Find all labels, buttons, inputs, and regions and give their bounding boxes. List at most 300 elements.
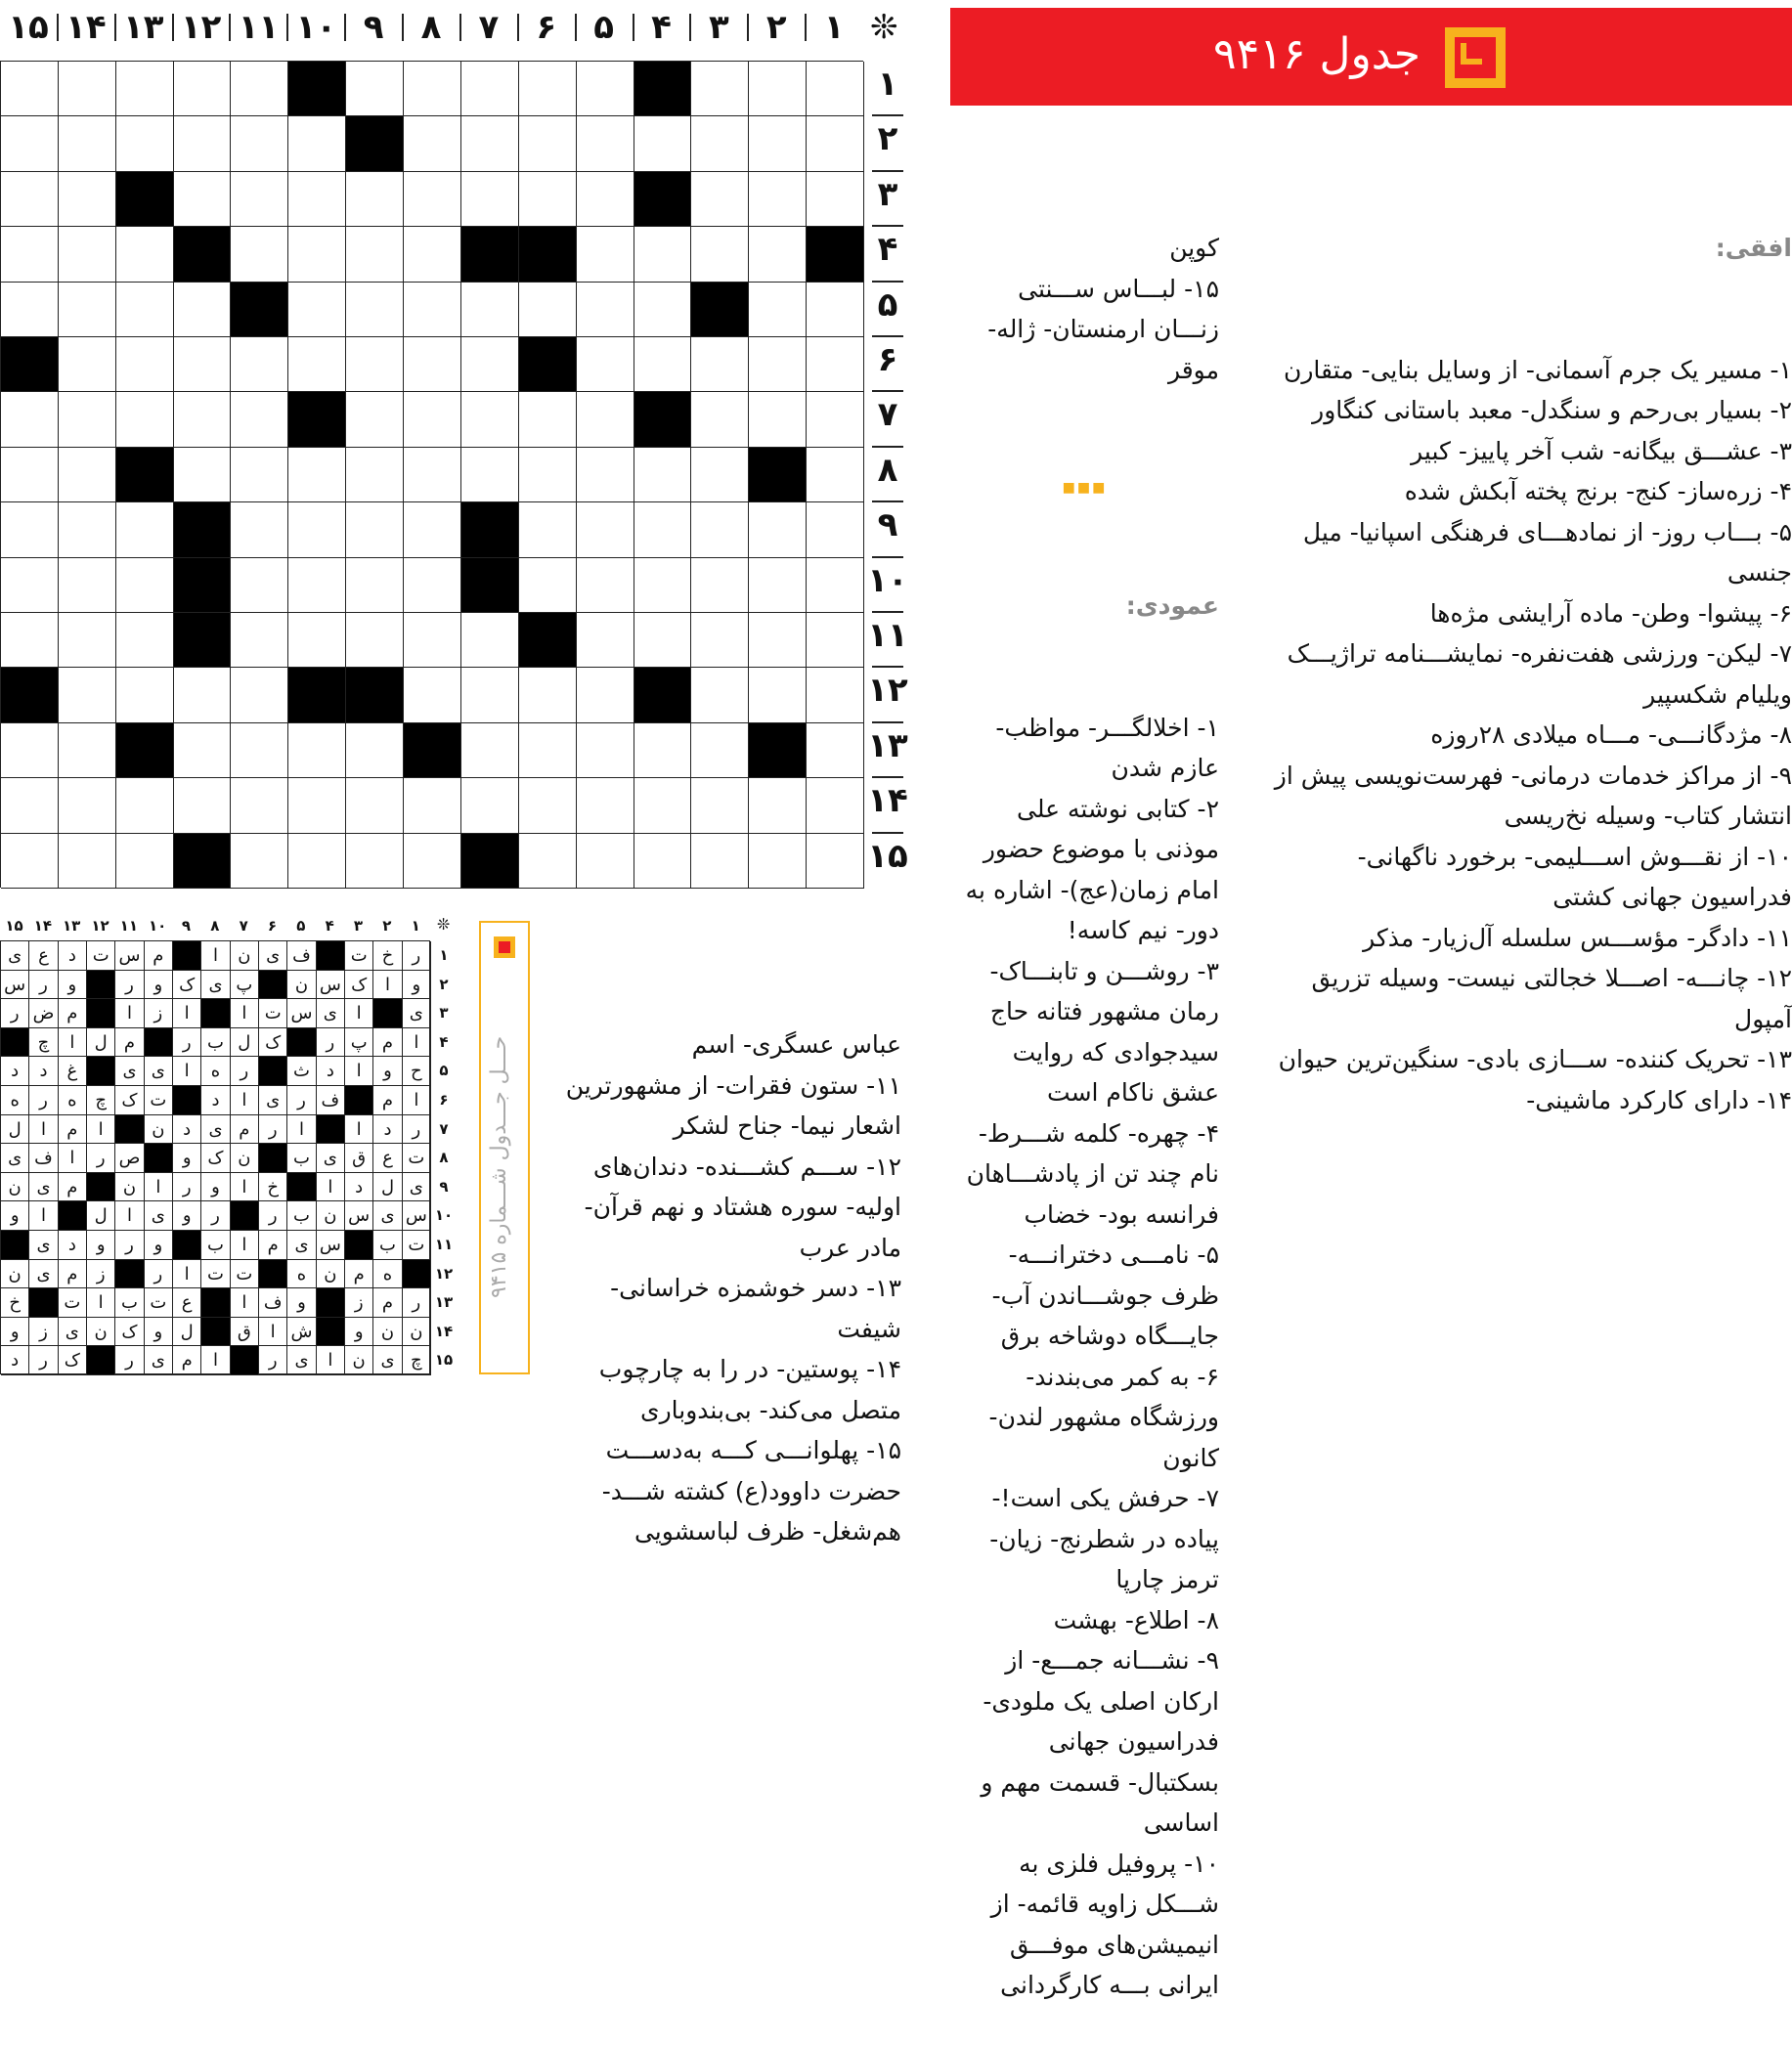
column-number: ۱۴	[66, 8, 107, 47]
grid-cell[interactable]	[346, 502, 404, 557]
grid-cell[interactable]	[634, 283, 692, 337]
grid-cell[interactable]	[288, 778, 346, 833]
black-cell	[519, 613, 577, 668]
solution-cell: ح	[403, 1057, 431, 1086]
row-separator	[872, 721, 903, 723]
solution-black-cell	[259, 1260, 287, 1289]
grid-cell[interactable]	[404, 172, 461, 227]
row-number: ۸	[877, 450, 898, 490]
solution-cell: ا	[201, 1346, 230, 1375]
grid-cell[interactable]	[807, 668, 864, 722]
grid-cell[interactable]	[461, 448, 519, 502]
grid-cell[interactable]	[404, 448, 461, 502]
grid-cell[interactable]	[404, 62, 461, 116]
grid-cell[interactable]	[807, 392, 864, 447]
solution-cell: ا	[287, 1115, 316, 1145]
grid-cell[interactable]	[174, 337, 232, 392]
grid-cell[interactable]	[807, 448, 864, 502]
grid-cell[interactable]	[404, 337, 461, 392]
solution-cell: پ	[345, 1028, 373, 1058]
solution-row-number: ۸	[439, 1149, 449, 1167]
row-separator	[872, 776, 903, 778]
solution-black-cell	[259, 1144, 287, 1173]
column-separator	[633, 14, 634, 41]
grid-cell[interactable]	[116, 558, 174, 613]
solution-cell: د	[201, 1086, 230, 1115]
grid-cell[interactable]	[577, 834, 634, 889]
grid-cell[interactable]	[634, 613, 692, 668]
grid-cell[interactable]	[691, 392, 749, 447]
grid-cell[interactable]	[231, 613, 288, 668]
solution-column-number: ۲	[382, 917, 392, 935]
grid-cell[interactable]	[346, 227, 404, 282]
vertical-heading: عمودی:	[1125, 591, 1219, 620]
grid-cell[interactable]	[807, 613, 864, 668]
solution-cell: ا	[201, 941, 230, 971]
grid-cell[interactable]	[174, 392, 232, 447]
solution-cell: ا	[115, 1201, 144, 1231]
grid-cell[interactable]	[288, 337, 346, 392]
solution-cell: م	[59, 1173, 87, 1202]
puzzle-header	[950, 8, 1792, 106]
grid-cell[interactable]	[807, 172, 864, 227]
grid-cell[interactable]	[577, 613, 634, 668]
grid-cell[interactable]	[231, 392, 288, 447]
solution-cell: ل	[1, 1115, 29, 1145]
grid-cell[interactable]	[346, 613, 404, 668]
grid-cell[interactable]	[691, 227, 749, 282]
grid-cell[interactable]	[807, 337, 864, 392]
grid-cell[interactable]	[346, 283, 404, 337]
column-separator	[517, 14, 519, 41]
column-number: ۹	[363, 8, 384, 47]
grid-cell[interactable]	[519, 558, 577, 613]
grid-cell[interactable]	[577, 392, 634, 447]
solution-cell: س	[317, 971, 345, 1000]
grid-cell[interactable]	[749, 502, 807, 557]
solution-black-cell	[115, 1260, 144, 1289]
grid-cell[interactable]	[59, 502, 116, 557]
grid-cell[interactable]	[749, 62, 807, 116]
grid-cell[interactable]	[461, 392, 519, 447]
grid-cell[interactable]	[519, 778, 577, 833]
grid-cell[interactable]	[59, 116, 116, 171]
grid-cell[interactable]	[59, 834, 116, 889]
grid-cell[interactable]	[59, 392, 116, 447]
grid-cell[interactable]	[174, 668, 232, 722]
grid-cell[interactable]	[174, 172, 232, 227]
solution-cell: ر	[317, 1028, 345, 1058]
grid-cell[interactable]	[749, 116, 807, 171]
solution-cell: خ	[1, 1288, 29, 1318]
grid-cell[interactable]	[691, 668, 749, 722]
solution-cell: ن	[345, 1346, 373, 1375]
grid-cell[interactable]	[691, 116, 749, 171]
grid-cell[interactable]	[807, 778, 864, 833]
grid-cell[interactable]	[346, 392, 404, 447]
solution-column-number: ۹	[181, 917, 192, 935]
solution-cell: ا	[345, 999, 373, 1028]
solution-cell: ی	[29, 1260, 58, 1289]
grid-cell[interactable]	[461, 778, 519, 833]
solution-cell: ر	[1, 999, 29, 1028]
grid-cell[interactable]	[288, 283, 346, 337]
grid-cell[interactable]	[519, 448, 577, 502]
column-separator	[402, 14, 404, 41]
grid-cell[interactable]	[1, 834, 59, 889]
column-separator	[689, 14, 691, 41]
grid-cell[interactable]	[1, 723, 59, 778]
grid-cell[interactable]	[1, 448, 59, 502]
grid-cell[interactable]	[634, 723, 692, 778]
grid-cell[interactable]	[404, 502, 461, 557]
grid-cell[interactable]	[174, 116, 232, 171]
grid-cell[interactable]	[749, 668, 807, 722]
grid-cell[interactable]	[691, 834, 749, 889]
grid-cell[interactable]	[59, 613, 116, 668]
grid-cell[interactable]	[346, 337, 404, 392]
solution-cell: م	[173, 1346, 201, 1375]
grid-cell[interactable]	[634, 227, 692, 282]
row-number: ۱۴	[867, 781, 908, 821]
grid-cell[interactable]	[231, 778, 288, 833]
grid-cell[interactable]	[691, 613, 749, 668]
solution-cell: غ	[59, 1057, 87, 1086]
solution-cell: ث	[287, 1057, 316, 1086]
grid-cell[interactable]	[691, 558, 749, 613]
grid-cell[interactable]	[116, 227, 174, 282]
grid-cell[interactable]	[634, 337, 692, 392]
solution-cell: ز	[87, 1260, 115, 1289]
row-separator	[872, 225, 903, 227]
grid-cell[interactable]	[231, 502, 288, 557]
grid-cell[interactable]	[461, 283, 519, 337]
grid-cell[interactable]	[1, 392, 59, 447]
grid-cell[interactable]	[116, 392, 174, 447]
solution-cell: ب	[201, 1028, 230, 1058]
solution-cell: و	[373, 1057, 402, 1086]
grid-cell[interactable]	[691, 723, 749, 778]
grid-cell[interactable]	[577, 337, 634, 392]
grid-cell[interactable]	[519, 62, 577, 116]
grid-cell[interactable]	[116, 283, 174, 337]
grid-cell[interactable]	[404, 668, 461, 722]
solution-cell: م	[59, 1260, 87, 1289]
grid-cell[interactable]	[231, 558, 288, 613]
solution-cell: س	[1, 971, 29, 1000]
grid-cell[interactable]	[231, 227, 288, 282]
grid-cell[interactable]	[346, 448, 404, 502]
grid-cell[interactable]	[1, 116, 59, 171]
grid-cell[interactable]	[634, 448, 692, 502]
grid-cell[interactable]	[577, 723, 634, 778]
solution-black-cell	[1, 1028, 29, 1058]
grid-cell[interactable]	[288, 834, 346, 889]
solution-cell: ا	[173, 1260, 201, 1289]
grid-cell[interactable]	[577, 172, 634, 227]
grid-cell[interactable]	[691, 172, 749, 227]
solution-cell: ب	[287, 1201, 316, 1231]
solution-row-number: ۳	[439, 1004, 449, 1023]
grid-cell[interactable]	[288, 227, 346, 282]
solution-column-number: ۱۰	[149, 917, 167, 935]
solution-cell: ا	[403, 1086, 431, 1115]
grid-cell[interactable]	[288, 613, 346, 668]
solution-cell: خ	[259, 1173, 287, 1202]
grid-cell[interactable]	[59, 448, 116, 502]
grid-cell[interactable]	[231, 448, 288, 502]
grid-cell[interactable]	[634, 116, 692, 171]
solution-cell: م	[115, 1028, 144, 1058]
grid-cell[interactable]	[577, 558, 634, 613]
column-separator	[286, 14, 288, 41]
solution-cell: ر	[259, 1115, 287, 1145]
grid-cell[interactable]	[519, 116, 577, 171]
row-separator	[872, 501, 903, 502]
grid-cell[interactable]	[346, 172, 404, 227]
grid-cell[interactable]	[59, 62, 116, 116]
grid-cell[interactable]	[461, 172, 519, 227]
grid-cell[interactable]	[346, 723, 404, 778]
grid-cell[interactable]	[404, 116, 461, 171]
grid-cell[interactable]	[231, 116, 288, 171]
grid-cell[interactable]	[807, 723, 864, 778]
grid-cell[interactable]	[59, 723, 116, 778]
solution-cell: ر	[115, 1231, 144, 1260]
grid-cell[interactable]	[59, 172, 116, 227]
grid-cell[interactable]	[461, 613, 519, 668]
grid-cell[interactable]	[749, 613, 807, 668]
grid-cell[interactable]	[749, 227, 807, 282]
grid-cell[interactable]	[577, 448, 634, 502]
grid-cell[interactable]	[116, 116, 174, 171]
grid-cell[interactable]	[231, 337, 288, 392]
grid-cell[interactable]	[577, 227, 634, 282]
grid-cell[interactable]	[288, 723, 346, 778]
grid-cell[interactable]	[404, 834, 461, 889]
grid-cell[interactable]	[1, 502, 59, 557]
solution-cell: ب	[115, 1288, 144, 1318]
grid-cell[interactable]	[807, 116, 864, 171]
solution-cell: ا	[345, 1057, 373, 1086]
grid-cell[interactable]	[1, 283, 59, 337]
solution-cell: ب	[373, 1231, 402, 1260]
grid-cell[interactable]	[1, 227, 59, 282]
solution-black-cell	[317, 1288, 345, 1318]
solution-cell: ت	[59, 1288, 87, 1318]
solution-cell: ر	[403, 1288, 431, 1318]
grid-cell[interactable]	[116, 778, 174, 833]
grid-cell[interactable]	[174, 283, 232, 337]
grid-cell[interactable]	[691, 337, 749, 392]
grid-cell[interactable]	[634, 558, 692, 613]
black-cell	[461, 502, 519, 557]
grid-cell[interactable]	[634, 834, 692, 889]
grid-cell[interactable]	[807, 502, 864, 557]
black-cell	[174, 558, 232, 613]
grid-cell[interactable]	[288, 558, 346, 613]
grid-cell[interactable]	[174, 448, 232, 502]
grid-cell[interactable]	[404, 227, 461, 282]
grid-cell[interactable]	[461, 723, 519, 778]
grid-cell[interactable]	[1, 62, 59, 116]
grid-cell[interactable]	[288, 448, 346, 502]
grid-cell[interactable]	[519, 502, 577, 557]
grid-cell[interactable]	[461, 62, 519, 116]
solution-cell: ا	[403, 1028, 431, 1058]
grid-cell[interactable]	[116, 613, 174, 668]
row-number: ۱۱	[867, 616, 908, 655]
solution-cell: س	[345, 1201, 373, 1231]
grid-cell[interactable]	[116, 502, 174, 557]
grid-cell[interactable]	[749, 392, 807, 447]
grid-cell[interactable]	[691, 448, 749, 502]
column-number: ۱۲	[180, 8, 222, 47]
grid-cell[interactable]	[59, 668, 116, 722]
black-cell	[807, 227, 864, 282]
horizontal-clues-continued: کوپن ۱۵- لبـــاس ســـنتی زنـــان ارمنستان- ژاله- موقر	[987, 234, 1219, 384]
grid-cell[interactable]	[519, 283, 577, 337]
grid-cell[interactable]	[404, 778, 461, 833]
black-cell	[288, 62, 346, 116]
solution-black-cell	[231, 1201, 259, 1231]
solution-cell: ی	[201, 1115, 230, 1145]
grid-cell[interactable]	[174, 723, 232, 778]
grid-cell[interactable]	[346, 558, 404, 613]
black-cell	[174, 502, 232, 557]
solution-black-cell	[287, 1028, 316, 1058]
grid-cell[interactable]	[691, 502, 749, 557]
solution-cell: ز	[345, 1288, 373, 1318]
grid-cell[interactable]	[231, 62, 288, 116]
grid-cell[interactable]	[1, 613, 59, 668]
grid-cell[interactable]	[749, 337, 807, 392]
solution-cell: د	[1, 1346, 29, 1375]
grid-cell[interactable]	[116, 668, 174, 722]
grid-cell[interactable]	[634, 778, 692, 833]
grid-cell[interactable]	[749, 283, 807, 337]
grid-cell[interactable]	[577, 502, 634, 557]
solution-cell: ع	[29, 941, 58, 971]
grid-cell[interactable]	[1, 778, 59, 833]
grid-cell[interactable]	[577, 116, 634, 171]
grid-cell[interactable]	[1, 172, 59, 227]
grid-cell[interactable]	[231, 668, 288, 722]
grid-cell[interactable]	[577, 62, 634, 116]
grid-cell[interactable]	[749, 558, 807, 613]
grid-cell[interactable]	[461, 116, 519, 171]
horizontal-clues-text: ۱- مسیر یک جرم آسمانی- از وسایل بنایی- متقارن ۲- بسیار بی‌رحم و سنگدل- معبد باستانی کنگاور ۳- عشـــق بیگانه- شب آخر پاییز- کبیر ۴- زره‌ساز- کنج- برنج پخته آبکش شده ۵- بـــاب روز- از نمادهـــای فرهنگی اسپانیا- میل جنسی ۶- پیشوا- وطن- ماده آرایشی مژه‌ها ۷- لیکن- ورزشی هفت‌نفره- نمایشـــنامه تراژیـــک ویلیام شکسپیر ۸- مژدگانـــی- مـــاه میلادی ۲۸روزه ۹- از مراکز خدمات درمانی- فهرست‌نویسی پیش از انتشار کتاب- وسیله نخ‌ریسی ۱۰- از نقـــوش اســـلیمی- برخورد ناگهانی- فدراسیون جهانی کشتی ۱۱- دادگر- مؤســـس سلسله آل‌زیار- مذکر ۱۲- چانـــه- اصـــلا خجالتی نیست- وسیله تزریق آمپول ۱۳- تحریک کننده- ســـازی بادی- سنگین‌ترین حیوان ۱۴- دارای کارکرد ماشینی-	[1274, 355, 1792, 1114]
solution-cell: ر	[145, 1260, 173, 1289]
grid-cell[interactable]	[807, 558, 864, 613]
grid-cell[interactable]	[519, 392, 577, 447]
grid-cell[interactable]	[116, 62, 174, 116]
solution-cell: ا	[373, 971, 402, 1000]
row-separator	[872, 114, 903, 116]
grid-cell[interactable]	[346, 62, 404, 116]
solution-cell: ت	[145, 1288, 173, 1318]
row-number: ۱	[877, 65, 898, 104]
grid-cell[interactable]	[346, 834, 404, 889]
grid-cell[interactable]	[519, 172, 577, 227]
grid-cell[interactable]	[404, 283, 461, 337]
solution-column-number: ۵	[296, 917, 306, 935]
grid-cell[interactable]	[519, 834, 577, 889]
solution-cell: ا	[173, 999, 201, 1028]
grid-cell[interactable]	[404, 613, 461, 668]
grid-cell[interactable]	[231, 172, 288, 227]
grid-cell[interactable]	[288, 502, 346, 557]
grid-cell[interactable]	[1, 558, 59, 613]
solution-cell: ا	[29, 1201, 58, 1231]
solution-label: حـــل جـــدول شـــماره ۹۴۱۵	[487, 1035, 511, 1299]
grid-cell[interactable]	[807, 834, 864, 889]
solution-cell: ن	[115, 1173, 144, 1202]
row-number: ۹	[877, 505, 898, 545]
solution-black-cell	[317, 941, 345, 971]
solution-cell: س	[115, 941, 144, 971]
solution-cell: و	[1, 1201, 29, 1231]
column-separator	[172, 14, 174, 41]
solution-column-number: ۳	[353, 917, 364, 935]
grid-cell[interactable]	[807, 283, 864, 337]
row-number: ۳	[877, 174, 898, 214]
row-separator	[872, 832, 903, 834]
grid-cell[interactable]	[749, 172, 807, 227]
grid-cell[interactable]	[288, 116, 346, 171]
solution-cell: ر	[115, 971, 144, 1000]
grid-cell[interactable]	[691, 778, 749, 833]
grid-cell[interactable]	[577, 778, 634, 833]
grid-cell[interactable]	[519, 723, 577, 778]
solution-cell: ر	[259, 1346, 287, 1375]
grid-cell[interactable]	[59, 337, 116, 392]
grid-cell[interactable]	[231, 723, 288, 778]
grid-cell[interactable]	[59, 558, 116, 613]
grid-cell[interactable]	[59, 227, 116, 282]
grid-cell[interactable]	[346, 778, 404, 833]
black-cell	[461, 227, 519, 282]
grid-cell[interactable]	[231, 834, 288, 889]
grid-cell[interactable]	[461, 668, 519, 722]
grid-cell[interactable]	[519, 668, 577, 722]
solution-cell: ا	[231, 1173, 259, 1202]
grid-cell[interactable]	[116, 337, 174, 392]
grid-cell[interactable]	[59, 283, 116, 337]
grid-cell[interactable]	[404, 558, 461, 613]
solution-black-cell	[287, 1173, 316, 1202]
grid-cell[interactable]	[749, 834, 807, 889]
grid-cell[interactable]	[116, 834, 174, 889]
grid-cell[interactable]	[577, 283, 634, 337]
grid-cell[interactable]	[461, 337, 519, 392]
grid-cell[interactable]	[691, 62, 749, 116]
grid-cell[interactable]	[577, 668, 634, 722]
solution-cell: و	[87, 1231, 115, 1260]
grid-cell[interactable]	[807, 62, 864, 116]
black-cell	[288, 668, 346, 722]
grid-cell[interactable]	[174, 778, 232, 833]
grid-cell[interactable]	[288, 172, 346, 227]
grid-cell[interactable]	[174, 62, 232, 116]
solution-row-number: ۲	[439, 975, 449, 993]
grid-cell[interactable]	[59, 778, 116, 833]
black-cell	[346, 116, 404, 171]
grid-cell[interactable]	[634, 502, 692, 557]
grid-cell[interactable]	[404, 392, 461, 447]
solution-cell: ف	[259, 1288, 287, 1318]
grid-cell[interactable]	[749, 778, 807, 833]
